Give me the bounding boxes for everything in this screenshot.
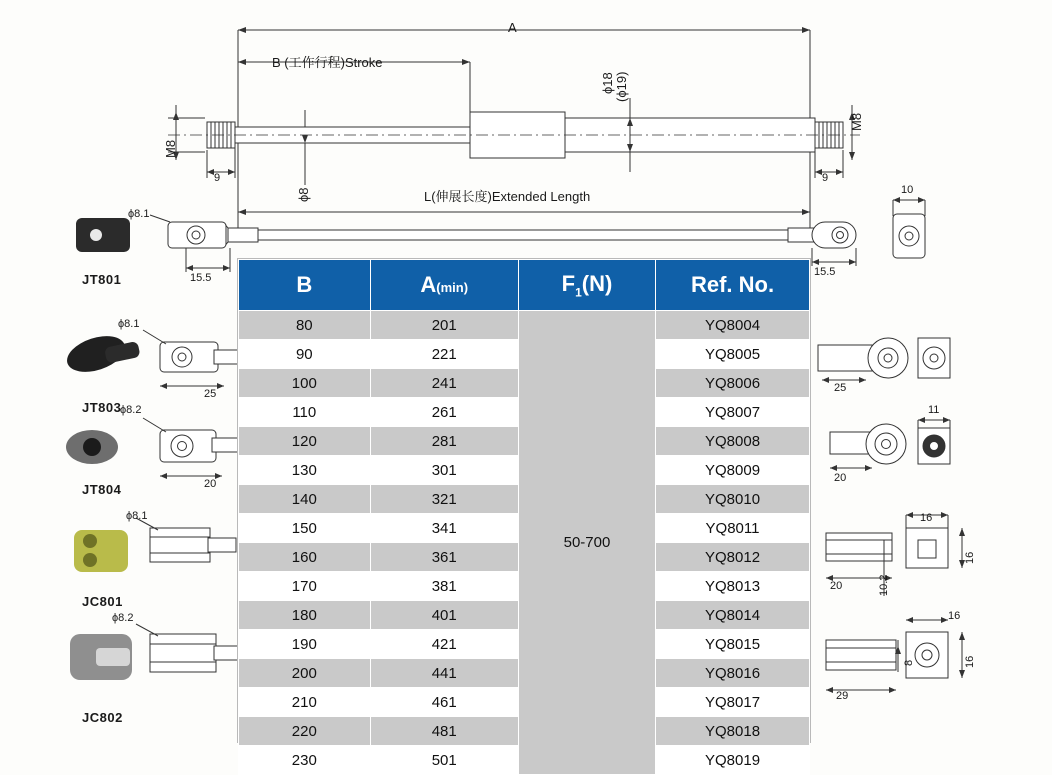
fitting-photos: [63, 218, 141, 680]
fitting-dia-jc801: ϕ8.1: [126, 510, 148, 522]
cell-a: 261: [370, 398, 518, 427]
col-header-b: B: [239, 260, 371, 311]
cell-ref: YQ8011: [656, 514, 810, 543]
cell-a: 361: [370, 543, 518, 572]
cell-ref: YQ8014: [656, 601, 810, 630]
col-header-a-min: [370, 260, 518, 311]
col-header-ref: Ref. No.: [656, 260, 810, 311]
dim-label-20-left: 20: [204, 478, 217, 490]
col-header-a-min-text: A: [420, 272, 437, 297]
col-header-a-min-sub: (min): [436, 280, 469, 295]
cell-a: 441: [370, 659, 518, 688]
cell-a: 421: [370, 630, 518, 659]
cell-b: 170: [239, 572, 371, 601]
dim-label-10-2: 10.2: [878, 574, 890, 596]
dim-label-16-b: 16: [964, 551, 976, 564]
dim-label-10: 10: [901, 184, 914, 196]
fitting-code-jc802: JC802: [82, 710, 123, 725]
cell-b: 120: [239, 427, 371, 456]
dim-label-b-stroke: B (工作行程)Stroke: [272, 55, 383, 70]
dim-label-20-right: 20: [834, 472, 847, 484]
dim-label-16-a: 16: [920, 512, 933, 524]
dim-label-9-left: 9: [214, 172, 221, 184]
cell-ref: YQ8008: [656, 427, 810, 456]
dim-label-rod-dia: ϕ8: [296, 187, 311, 202]
cell-a: 401: [370, 601, 518, 630]
cell-ref: YQ8019: [656, 746, 810, 775]
cell-ref: YQ8009: [656, 456, 810, 485]
cell-ref: YQ8013: [656, 572, 810, 601]
cell-b: 150: [239, 514, 371, 543]
cell-b: 80: [239, 311, 371, 340]
cell-ref: YQ8007: [656, 398, 810, 427]
col-header-force: $F_1(N)$: [518, 260, 655, 311]
cell-ref: YQ8005: [656, 340, 810, 369]
cell-a: 241: [370, 369, 518, 398]
cell-a: 461: [370, 688, 518, 717]
cell-ref: YQ8018: [656, 717, 810, 746]
cell-ref: YQ8010: [656, 485, 810, 514]
cell-ref: YQ8006: [656, 369, 810, 398]
dim-label-11: 11: [928, 404, 940, 416]
fitting-code-jc801: JC801: [82, 594, 123, 609]
cell-ref: YQ8015: [656, 630, 810, 659]
cell-a: 381: [370, 572, 518, 601]
cell-a: 201: [370, 311, 518, 340]
table-row: [239, 311, 810, 340]
spec-table: [238, 259, 810, 775]
dim-label-25-right: 25: [834, 382, 847, 394]
cell-ref: YQ8017: [656, 688, 810, 717]
dim-label-a: A: [508, 20, 517, 35]
cell-force-range: 50-700: [518, 311, 655, 775]
dim-label-20-c: 20: [830, 580, 843, 592]
cell-b: 180: [239, 601, 371, 630]
dim-label-8: 8: [903, 659, 915, 666]
cell-b: 140: [239, 485, 371, 514]
fitting-dia-jt801: ϕ8.1: [128, 208, 150, 220]
cell-a: 341: [370, 514, 518, 543]
table-body: [239, 311, 810, 775]
dim-label-16-d: 16: [964, 655, 976, 668]
fitting-dia-jt803: ϕ8.1: [118, 318, 140, 330]
cell-b: 210: [239, 688, 371, 717]
dim-label-m8-left: M8: [163, 139, 178, 158]
dim-label-m8-right: M8: [849, 112, 864, 131]
cell-ref: YQ8004: [656, 311, 810, 340]
cell-a: 281: [370, 427, 518, 456]
fitting-dia-jt804: ϕ8.2: [120, 404, 142, 416]
cell-b: 190: [239, 630, 371, 659]
cell-a: 481: [370, 717, 518, 746]
dim-label-tube-dia: ϕ18: [600, 72, 615, 94]
dim-label-tube-dia-alt: (ϕ19): [614, 71, 629, 102]
cell-ref: YQ8016: [656, 659, 810, 688]
cell-a: 501: [370, 746, 518, 775]
fitting-code-jt803: JT803: [82, 400, 122, 415]
cell-a: 221: [370, 340, 518, 369]
dim-label-9-right: 9: [822, 172, 829, 184]
cell-b: 90: [239, 340, 371, 369]
spec-table-container: [237, 258, 811, 769]
dim-label-25-left: 25: [204, 388, 217, 400]
col-header-force-sub: 1: [575, 285, 582, 300]
dim-label-15-5-right: 15.5: [814, 266, 836, 278]
cell-b: 110: [239, 398, 371, 427]
cell-b: 160: [239, 543, 371, 572]
cell-b: 220: [239, 717, 371, 746]
dim-label-extended-length: L(伸展长度)Extended Length: [424, 189, 591, 204]
fitting-dia-jc802: ϕ8.2: [112, 612, 134, 624]
cell-a: 321: [370, 485, 518, 514]
table-header-row: [239, 260, 810, 311]
cell-b: 230: [239, 746, 371, 775]
fitting-code-jt804: JT804: [82, 482, 122, 497]
dim-label-15-5-left: 15.5: [190, 272, 212, 284]
dim-label-29: 29: [836, 690, 849, 702]
cell-b: 130: [239, 456, 371, 485]
cell-b: 200: [239, 659, 371, 688]
cell-a: 301: [370, 456, 518, 485]
cell-b: 100: [239, 369, 371, 398]
cell-ref: YQ8012: [656, 543, 810, 572]
fitting-code-jt801: JT801: [82, 272, 122, 287]
dim-label-16-c: 16: [948, 610, 961, 622]
